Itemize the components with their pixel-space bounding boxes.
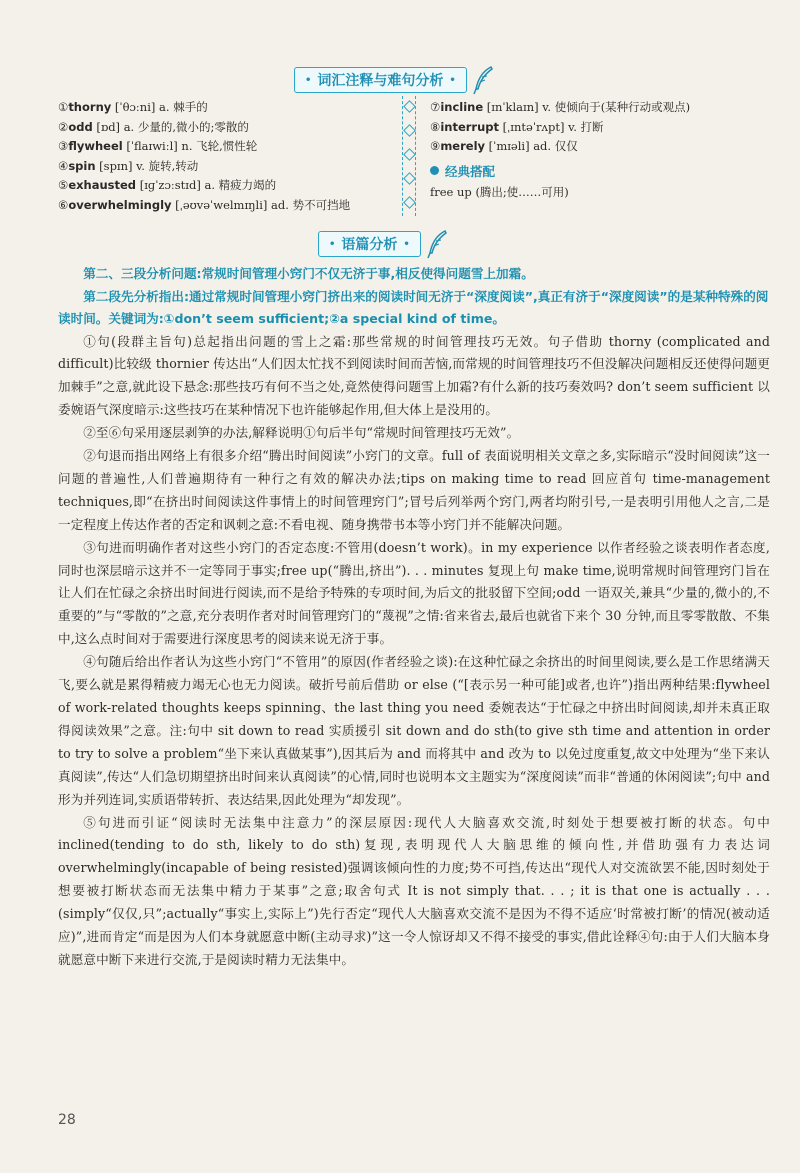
quill-pen-icon	[471, 65, 495, 95]
bullet-icon	[430, 166, 439, 175]
analysis-body	[58, 263, 770, 972]
summary-line: 第二段先分析指出:通过常规时间管理小窍门挤出来的阅读时间无济于“深度阅读”,真正有济于“深度阅读”的是某种特殊的阅读时间。关键词为:①don’t seem sufficient;②a special kind of time。	[58, 288, 769, 326]
vocab-list-left	[58, 98, 388, 216]
vocab-item: ⑤exhausted [ɪɡˈzɔːstɪd] a. 精疲力竭的	[58, 178, 277, 193]
vocab-item: ⑧interrupt [ˌɪntəˈrʌpt] v. 打断	[430, 119, 604, 134]
page-number: 28	[58, 1112, 76, 1128]
vocab-banner	[294, 67, 495, 93]
dot-icon: •	[305, 74, 312, 86]
dot-icon: •	[449, 74, 456, 86]
column-divider	[402, 96, 416, 216]
vocab-item: ③flywheel [ˈflaɪwiːl] n. 飞轮,惯性轮	[58, 139, 258, 154]
vocab-item: ⑦incline [ɪnˈklaɪn] v. 使倾向于(某种行动或观点)	[430, 100, 691, 114]
collocation-heading: 经典搭配	[430, 162, 770, 180]
analysis-paragraph: ④句随后给出作者认为这些小窍门“不管用”的原因(作者经验之谈):在这种忙碌之余挤出的时间里阅读,要么是工作思绪满天飞,要么就是累得精疲力竭无心也无力阅读。破折号前后借助 or else (“[表示另一种可能]或者,也许”)指出两种结果:flywheel of work-related thoughts keeps spinning、the last thing you need 委婉表达“于忙碌之中挤出时间阅读,却并未真正取得阅读效果”之意。注:句中 sit down to read 实质援引 sit down and do sth(to give sth time and attention in order to try to solve a problem“坐下来认真做某事”),因其后为 and 而将其中 and 改为 to 以免过度重复,故文中处理为“坐下来认真阅读”,传达“人们急切期望挤出时间来认真阅读”的心情,同时也说明本文主题实为“深度阅读”而非“普通的休闲阅读”;句中 and 形为并列连词,实质语带转折、表达结果,因此处理为“却发现”。	[58, 654, 770, 807]
vocab-item: ④spin [spɪn] v. 旋转,转动	[58, 158, 199, 173]
analysis-paragraph: ⑤句进而引证“阅读时无法集中注意力”的深层原因:现代人大脑喜欢交流,时刻处于想要被打断的状态。句中 inclined(tending to do sth, likely to do sth)复现,表明现代人大脑思维的倾向性,并借助强有力表达词 overwhelmingly(incapable of being resisted)强调该倾向性的力度;势不可挡,传达出“现代人对交流欲罢不能,因时刻处于想要被打断状态而无法集中精力于某事”之意;取舍句式 It is not simply that. . . ; it is that one is actually . . . (simply“仅仅,只”;actually“事实上,实际上”)先行否定“现代人大脑喜欢交流不是因为不得不适应‘时常被打断’的情况(被动适应)”,进而肯定“而是因为人们本身就愿意中断(主动寻求)”这一令人惊讶却又不得不接受的事实,借此诠释④句:由于人们大脑本身就愿意中断下来进行交流,于是阅读时精力无法集中。	[58, 814, 770, 967]
summary-line: 第二、三段分析问题:常规时间管理小窍门不仅无济于事,相反使得问题雪上加霜。	[83, 266, 534, 281]
analysis-paragraph: ②至⑥句采用逐层剥笋的办法,解释说明①句后半句“常规时间管理技巧无效”。	[83, 425, 520, 441]
quill-pen-icon	[425, 229, 449, 259]
vocab-item: ①thorny [ˈθɔːni] a. 棘手的	[58, 100, 208, 114]
dot-icon: •	[329, 238, 336, 250]
analysis-paragraph: ①句(段群主旨句)总起指出问题的雪上之霜:那些常规的时间管理技巧无效。句子借助 thorny (complicated and difficult)比较级 thornier 传达出“人们因太忙找不到阅读时间而苦恼,而常规的时间管理技巧不但没解决问题相反还使得问题更加棘手”之意,就此设下悬念:那些技巧有何不当之处,竟然使得问题雪上加霜?有什么新的技巧奏效吗? don’t seem sufficient 以委婉语气深度暗示:这些技巧在某种情况下也许能够起作用,但大体上是没用的。	[58, 333, 770, 418]
vocab-banner-title: 词汇注释与难句分析	[317, 73, 444, 89]
dot-icon: •	[403, 238, 410, 250]
analysis-banner	[318, 231, 449, 257]
vocab-item: ⑥overwhelmingly [ˌəʊvəˈwelmɪŋli] ad. 势不可挡地	[58, 197, 351, 212]
vocab-item: ⑨merely [ˈmɪəli] ad. 仅仅	[430, 139, 578, 154]
vocab-list-right	[430, 98, 770, 202]
analysis-paragraph: ③句进而明确作者对这些小窍门的否定态度:不管用(doesn’t work)。in my experience 以作者经验之谈表明作者态度,同时也深层暗示这并不一定等同于事实;free up(“腾出,挤出”). . . minutes 复现上句 make time,说明常规时间管理窍门旨在让人们在忙碌之余挤出时间进行阅读,而不是给予特殊的专项时间,为后文的批驳留下空间;odd 一语双关,兼具“少量的,微小的,不重要的”与“零散的”之意,充分表明作者对时间管理窍门的“蔑视”之情:省来省去,最后也就省下来个 30 分钟,而且零零散散、不集中,这么点时间对于需要进行深度思考的阅读来说无济于事。	[58, 539, 770, 647]
collocation-item: free up (腾出;使……可用)	[430, 184, 569, 199]
analysis-banner-title: 语篇分析	[341, 237, 398, 253]
analysis-paragraph: ②句退而指出网络上有很多介绍“腾出时间阅读”小窍门的文章。full of 表面说明相关文章之多,实际暗示“没时间阅读”这一问题的普遍性,人们普遍期待有一种行之有效的解决办法;tips on making time to read 回应首句 time-management techniques,即“在挤出时间阅读这件事情上的时间管理窍门”;冒号后列举两个窍门,两者均附引号,一是表明引用他人之言,二是一定程度上传达作者的否定和讽刺之意:不看电视、随身携带书本等小窍门并不能解决问题。	[58, 448, 770, 532]
vocab-item: ②odd [ɒd] a. 少量的,微小的;零散的	[58, 119, 249, 134]
